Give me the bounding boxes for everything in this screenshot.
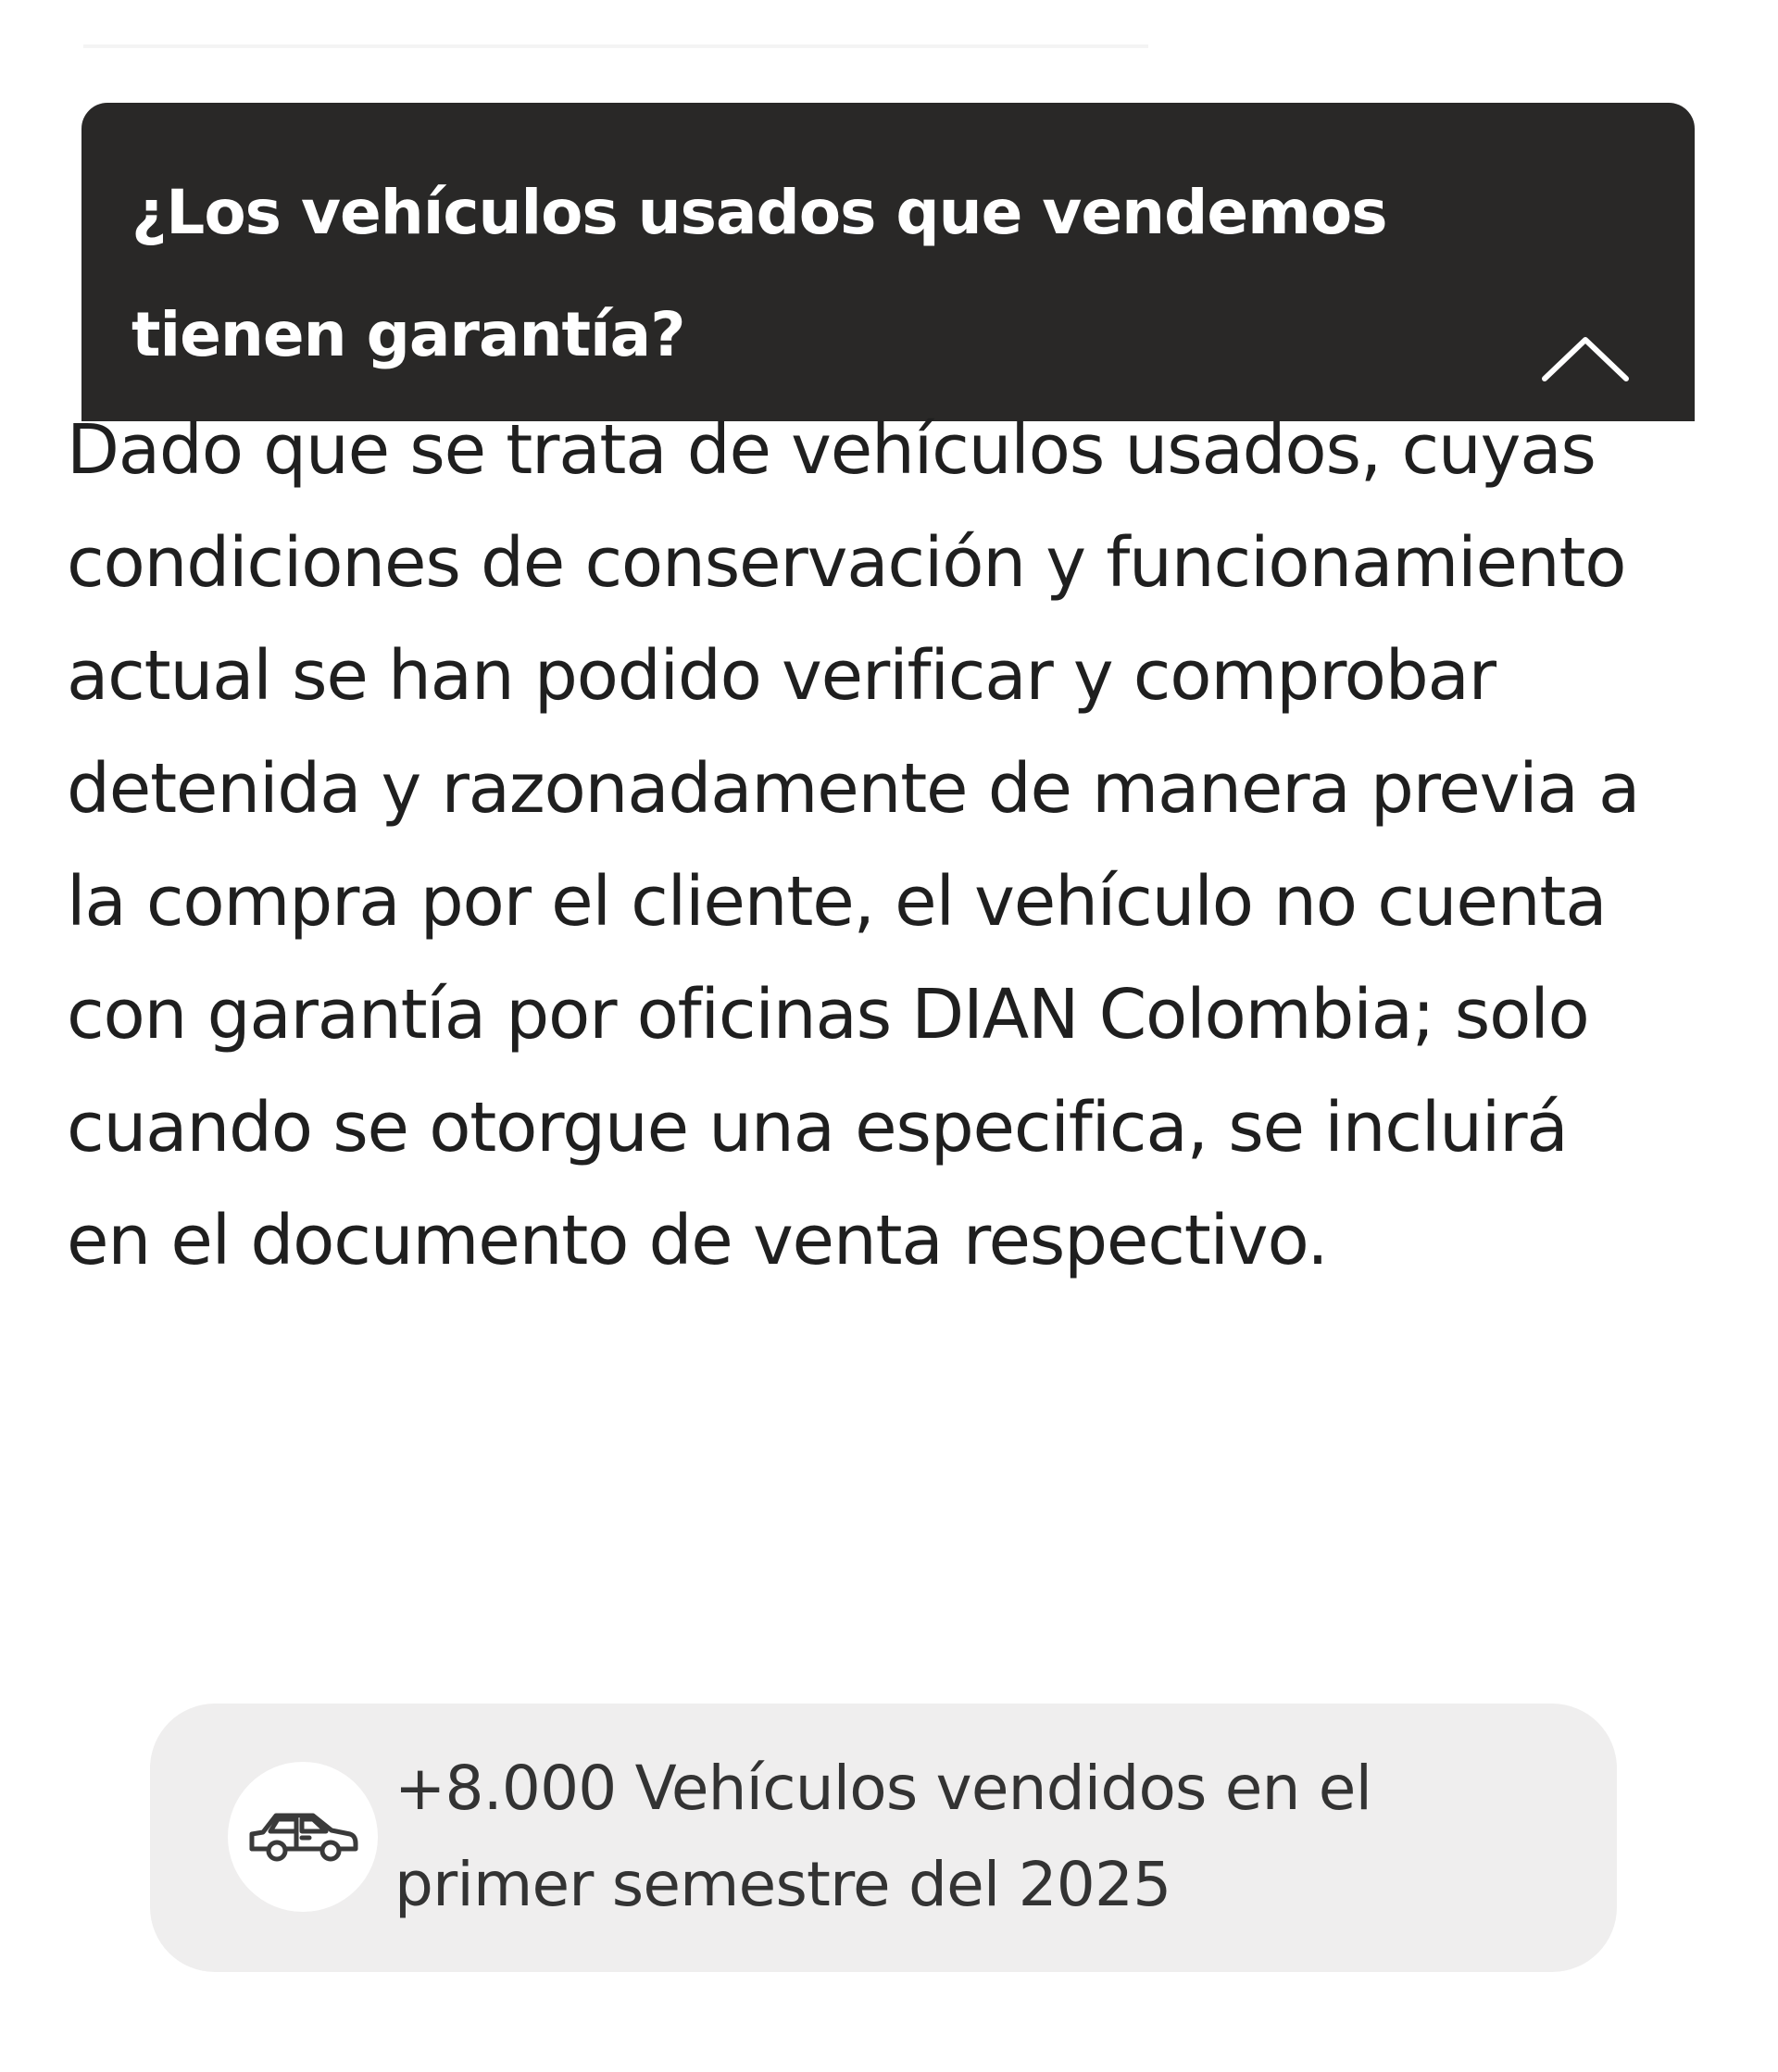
top-divider	[83, 44, 1148, 48]
accordion-header[interactable]	[81, 103, 1695, 421]
stat-icon-container	[228, 1762, 378, 1912]
faq-accordion-item	[81, 103, 1695, 421]
car-icon	[244, 1806, 361, 1867]
stat-text: +8.000 Vehículos vendidos en el primer semestre del 2025	[394, 1753, 1372, 1920]
stat-card	[150, 1704, 1617, 1972]
chevron-up-icon	[1539, 331, 1632, 390]
faq-question[interactable]: ¿Los vehículos usados que vendemos tienen garantía?	[131, 177, 1387, 370]
collapse-button[interactable]	[1539, 331, 1632, 390]
faq-answer: Dado que se trata de vehículos usados, cuyas condiciones de conservación y funcionamiento actual se han podido verificar y comprobar detenida y razonadamente de manera previa a la compra por el cliente, el vehículo no cuenta con garantía por oficinas DIAN Colombia; solo cuando se otorgue una especifica, se incluirá en el documento de venta respectivo.	[67, 410, 1640, 1280]
